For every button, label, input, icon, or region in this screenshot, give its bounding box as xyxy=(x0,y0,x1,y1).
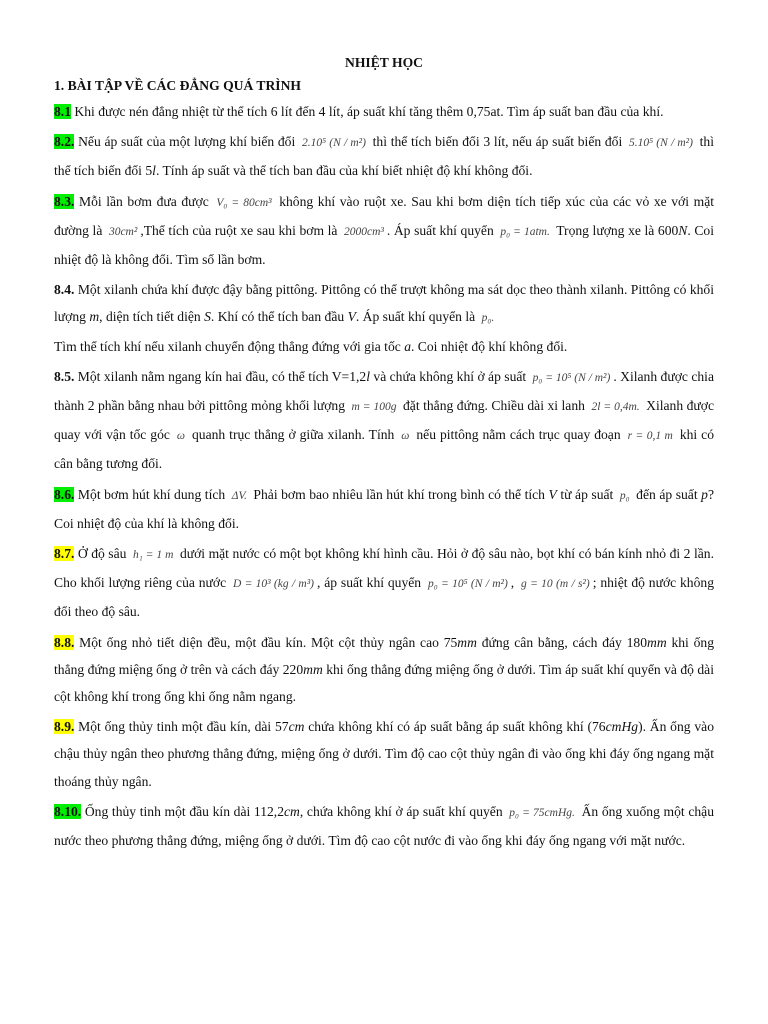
math-formula: 30cm² xyxy=(108,225,138,238)
italic-variable: cm xyxy=(288,719,305,735)
problem-number: 8.4. xyxy=(54,282,75,298)
problem-text: Một bơm hút khí dung tích xyxy=(74,486,229,502)
problem-8-1 xyxy=(54,98,714,125)
math-formula: ω xyxy=(176,430,186,443)
problem-8-7 xyxy=(54,540,714,626)
problem-8-6 xyxy=(54,481,714,537)
problem-text: ). Ấn ống vào chậu thủy ngân theo phương thẳng đứng, miệng ống ở dưới. Tìm độ cao cột thủy ngân đi vào ống khi đáy ống ngang mặt thoáng thủy ngân. xyxy=(54,719,714,789)
math-formula: p₀ = 1atm. xyxy=(500,225,550,238)
problem-text: Một ống thủy tinh một đầu kín, dài 57 xyxy=(74,719,289,735)
problem-text: Nếu áp suất của một lượng khí biến đổi xyxy=(74,134,299,150)
problem-text: . Xilanh được chia thành 2 phần bằng nhau bởi pittông mỏng khối lượng xyxy=(54,368,714,414)
math-formula: ΔV. xyxy=(231,489,247,502)
section-heading: 1. BÀI TẬP VỀ CÁC ĐẲNG QUÁ TRÌNH xyxy=(54,78,301,93)
problem-8-5 xyxy=(54,363,714,478)
problem-text: Một xilanh chứa khí được đậy bằng pittông. Pittông có thể trượt không ma sát dọc theo thành xilanh. Pittông có khối lượng xyxy=(54,282,714,325)
problem-text: khi ống thẳng đứng miệng ống ở dưới. Tìm áp suất khí quyển và độ dài cột không khí trong ống khi ống nằm ngang. xyxy=(54,661,714,705)
problem-8-3 xyxy=(54,188,714,274)
problem-text: Ở độ sâu xyxy=(74,546,130,562)
italic-variable: mm xyxy=(457,634,477,650)
problem-text: Xilanh được quay với vận tốc góc xyxy=(54,398,715,443)
problem-text: thì thể tích biến đổi 3 lít, nếu áp suất biến đổi xyxy=(368,134,626,150)
page-title: NHIỆT HỌC xyxy=(345,55,423,70)
problem-text: , áp suất khí quyển xyxy=(317,575,425,591)
problem-number: 8.9. xyxy=(54,719,75,735)
problem-text: đứng cân bằng, cách đáy 180 xyxy=(476,634,648,650)
problem-text: ,Thể tích của ruột xe sau khi bơm là xyxy=(140,222,342,238)
problem-number: 8.6. xyxy=(54,486,75,502)
italic-variable: mm xyxy=(303,661,323,677)
math-formula: m = 100g xyxy=(351,401,397,414)
problem-list xyxy=(54,98,714,854)
problem-text: chứa không khí có áp suất bằng áp suất không khí (76 xyxy=(304,719,606,735)
problem-text: . Áp suất khí quyển là xyxy=(355,309,479,325)
problem-text: Một ống nhỏ tiết diện đều, một đầu kín. Một cột thủy ngân cao 75 xyxy=(74,634,458,650)
problem-8-10 xyxy=(54,798,714,854)
math-formula: h₁ = 1 m xyxy=(132,549,174,562)
italic-variable: a xyxy=(404,338,411,354)
problem-text: dưới mặt nước có một bọt không khí hình cầu. Hỏi ở độ sâu nào, bọt khí có bán kính nhỏ đi 2 lần. Cho khối lượng riêng của nước xyxy=(54,546,714,591)
problem-number: 8.10. xyxy=(54,803,82,819)
problem-number: 8.1 xyxy=(54,104,71,119)
math-formula: p₀. xyxy=(481,312,495,325)
problem-text: nếu pittông nằm cách trục quay đoạn xyxy=(412,427,625,443)
math-formula: 2l = 0,4m. xyxy=(591,401,640,414)
problem-number: 8.2. xyxy=(54,134,75,150)
math-formula: g = 10 (m / s²) xyxy=(521,578,590,591)
problem-text: Tìm thể tích khí nếu xilanh chuyển động thẳng đứng với gia tốc xyxy=(54,338,405,354)
problem-text: thì thể tích biến đổi 5 xyxy=(54,134,714,179)
math-formula: V₀ = 80cm³ xyxy=(216,196,272,209)
problem-text: Khi được nén đẳng nhiệt từ thể tích 6 lít đến 4 lít, áp suất khí tăng thêm 0,75at. Tìm áp suất ban đầu của khí. xyxy=(71,104,664,119)
math-formula: 2000cm³ xyxy=(344,225,384,238)
problem-text: đặt thẳng đứng. Chiều dài xi lanh xyxy=(399,398,589,414)
math-formula: D = 10³ (kg / m³) xyxy=(232,578,315,591)
problem-text: Trọng lượng xe là 600 xyxy=(552,222,679,238)
problem-text: ? Coi nhiệt độ của khí là không đổi. xyxy=(54,486,714,531)
problem-text: , chứa không khí ở áp suất khí quyển xyxy=(299,803,507,819)
math-formula: ω xyxy=(401,430,410,443)
problem-text: khi có cân bằng tương đối. xyxy=(54,427,714,472)
problem-number: 8.7. xyxy=(54,546,75,562)
italic-variable: mm xyxy=(647,634,667,650)
math-formula: p₀ = 75cmHg. xyxy=(509,806,575,819)
italic-variable: cmHg xyxy=(605,719,639,735)
italic-variable: cm xyxy=(284,803,300,819)
problem-number: 8.3. xyxy=(54,193,75,209)
math-formula: r = 0,1 m xyxy=(627,430,673,443)
problem-text: đến áp suất xyxy=(632,486,702,502)
italic-variable: V xyxy=(347,309,356,325)
problem-text: . Coi nhiệt độ khí không đổi. xyxy=(410,338,568,354)
problem-text: không khí vào ruột xe. Sau khi bơm diện tích tiếp xúc của các vỏ xe với mặt đường là xyxy=(54,193,714,238)
problem-text: khi ống thẳng đứng miệng ống ở trên và cách đáy 220 xyxy=(54,634,715,677)
problem-text: quanh trục thẳng ở giữa xilanh. Tính xyxy=(188,427,399,443)
problem-text: từ áp suất xyxy=(556,486,617,502)
problem-number: 8.5. xyxy=(54,368,75,384)
italic-variable: l xyxy=(152,163,156,179)
problem-text: Phải bơm bao nhiêu lần hút khí trong bình có thể tích xyxy=(249,486,549,502)
problem-8-9 xyxy=(54,713,714,795)
problem-text: . Áp suất khí quyển xyxy=(386,222,498,238)
italic-variable: m xyxy=(89,309,100,325)
italic-variable: l xyxy=(366,368,370,384)
problem-text: và chứa không khí ở áp suất xyxy=(370,368,530,384)
problem-8-8 xyxy=(54,629,714,711)
math-formula: p₀ = 10⁵ (N / m²) xyxy=(427,578,508,591)
italic-variable: S xyxy=(204,309,211,325)
problem-text: Ống thủy tinh một đầu kín dài 112,2 xyxy=(81,803,285,819)
problem-text: ; nhiệt độ nước không đổi theo độ sâu. xyxy=(54,575,714,620)
math-formula: p₀ xyxy=(619,489,630,502)
math-formula: p₀ = 10⁵ (N / m²) xyxy=(532,371,611,384)
math-formula: 5.10⁵ (N / m²) xyxy=(628,137,693,150)
italic-variable: N xyxy=(678,222,688,238)
problem-text: Ấn ống xuống một chậu nước theo phương thẳng đứng, miệng ống ở dưới. Tìm độ cao cột nước đi vào ống khi đáy ống ngang với mặt nước. xyxy=(54,803,714,849)
problem-text: . Tính áp suất và thể tích ban đầu của khí biết nhiệt độ khí không đổi. xyxy=(155,163,533,179)
problem-text: . Coi nhiệt độ là không đổi. Tìm số lần bơm. xyxy=(54,222,715,268)
math-formula: 2.10⁵ (N / m²) xyxy=(301,137,366,150)
italic-variable: V xyxy=(548,486,557,502)
problem-number: 8.8. xyxy=(54,634,75,650)
problem-8-2 xyxy=(54,128,714,184)
problem-text: , diện tích tiết diện xyxy=(99,309,205,325)
problem-text: , xyxy=(510,575,519,591)
problem-text: Một xilanh nằm ngang kín hai đầu, có thể tích V=1,2 xyxy=(74,368,367,384)
problem-text: Mỗi lần bơm đưa được xyxy=(74,193,214,209)
problem-text: . Khí có thể tích ban đầu xyxy=(210,309,348,325)
problem-8-4 xyxy=(54,276,714,360)
italic-variable: p xyxy=(701,486,708,502)
